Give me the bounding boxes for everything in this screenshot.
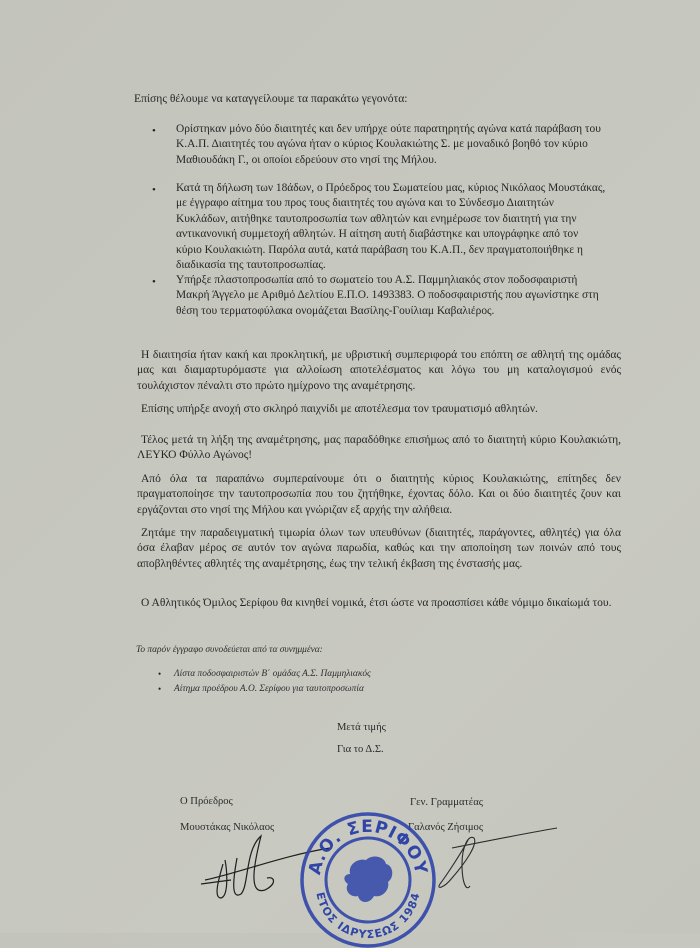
paragraph-rough-play: Επίσης υπήρξε ανοχή στο σκληρό παιχνίδι με αποτέλεσμα τον τραυματισμό αθλητών. xyxy=(141,403,538,415)
bullet-marker: • xyxy=(158,684,162,694)
secretary-title: Γεν. Γραμματέας xyxy=(410,797,483,808)
bullet-marker: • xyxy=(158,669,162,679)
secretary-name: Γαλανός Ζήσιμος xyxy=(408,822,484,833)
svg-text:Α.Ο. ΣΕΡΙΦΟΥ: Α.Ο. ΣΕΡΙΦΟΥ xyxy=(305,816,431,877)
president-name: Μουστάκας Νικόλαος xyxy=(180,822,275,833)
attachments-intro: Το παρόν έγγραφο συνοδεύεται από τα συνημμένα: xyxy=(136,645,323,655)
paragraph-blank-sheet: Τέλος μετά τη λήξη της αναμέτρησης, μας παραδόθηκε επισήμως από το διαιτητή κύριο Κουλακιώτη, ΛΕΥΚΟ Φύλλο Αγώνος! xyxy=(137,434,621,462)
bullet-marker: • xyxy=(152,125,156,137)
president-title: Ο Πρόεδρος xyxy=(180,796,233,807)
closing-for-board: Για το Δ.Σ. xyxy=(337,744,384,755)
paragraph-legal-action: Ο Αθλητικός Όμιλος Σερίφου θα κινηθεί νομικά, έτσι ώστε να προασπίσει κάθε νόμιμο δικαίωμά του. xyxy=(141,597,612,609)
closing-line: Μετά τιμής xyxy=(337,722,386,733)
paragraph-refereeing: Η διαιτησία ήταν κακή και προκλητική, με υβριστική συμπεριφορά του επόπτη σε αθλητή της ομάδας μας και διαμαρτυρόμαστε για αλλοίωση αποτελέσματος και λόγω του μη καταλογισμού ενός τουλάχιστον πέναλτι στο πρώτο ημίχρονο της αναμέτρησης. xyxy=(137,349,621,392)
bullet-marker: • xyxy=(152,276,156,288)
intro-line: Επίσης θέλουμε να καταγγείλουμε τα παρακάτω γεγονότα: xyxy=(134,92,408,105)
attachment-item-1: Λίστα ποδοσφαιριστών Β΄ ομάδας Α.Σ. Παμμηλιακός xyxy=(174,669,371,679)
paragraph-conclusion: Από όλα τα παραπάνω συμπεραίνουμε ότι ο διαιτητής κύριος Κουλακιώτης, επίτηδες δεν πραγματοποίησε την ταυτοπροσωπία που του ζητήθηκε, έχοντας δόλο. Και οι δύο διαιτητές ζουν και εργάζονται στο νησί της Μήλου και γνώριζαν εξ αρχής την αλήθεια. xyxy=(137,473,621,516)
club-stamp-icon xyxy=(298,808,438,948)
bullet-item-1: Ορίστηκαν μόνο δύο διαιτητές και δεν υπήρχε ούτε παρατηρητής αγώνα κατά παράβαση του Κ.Α.Π. Διαιτητές του αγώνα ήταν ο κύριος Κουλακιώτης Σ. με μοναδικό βοηθό τον κύριο Μαθιουδάκη Γ., οι οποίοι εδρεύουν στο νησί της Μήλου. xyxy=(176,123,601,166)
bullet-item-3: Υπήρξε πλαστοπροσωπία από το σωματείο του Α.Σ. Παμμηλιακός στον ποδοσφαιριστή Μακρή Άγγελο με Αριθμό Δελτίου Ε.Π.Ο. 1493383. Ο ποδοσφαιριστής που αγωνίστηκε στη θέση του τερματοφύλακα ονομάζεται Βασίλης-Γουίλιαμ Καβαλιέρος. xyxy=(176,274,599,317)
bullet-marker: • xyxy=(152,184,156,196)
svg-text:ΕΤΟΣ ΙΔΡΥΣΕΩΣ 1984: ΕΤΟΣ ΙΔΡΥΣΕΩΣ 1984 xyxy=(313,890,423,942)
attachment-item-2: Αίτημα προέδρου Α.Ο. Σερίφου για ταυτοπροσωπία xyxy=(174,684,364,694)
secretary-signature-icon xyxy=(432,826,562,906)
paragraph-demands: Ζητάμε την παραδειγματική τιμωρία όλων των υπευθύνων (διαιτητές, παράγοντες, αθλητές) για όλα όσα έλαβαν μέρος σε αυτόν τον αγώνα παρωδία, καθώς και την αποποίηση των ποινών από τους αποβληθέντες αθλητές της αναμέτρησης, έως την τελική έκβαση της ένστασής μας. xyxy=(137,527,621,570)
bullet-item-2: Κατά τη δήλωση των 18άδων, ο Πρόεδρος του Σωματείου μας, κύριος Νικόλαος Μουστάκας, με έγγραφο αίτημα του προς τους διαιτητές του αγώνα και το Σύνδεσμο Διαιτητών Κυκλάδων, αιτήθηκε ταυτοπροσωπία των αθλητών και ενημέρωσε τον διαιτητή για την αντικανονική συμμετοχή αθλητών. Η αίτηση αυτή διαβάστηκε και υπογράφηκε από τον κύριο Κουλακιώτη. Παρόλα αυτά, κατά παράβαση του Κ.Α.Π., δεν πραγματοποιήθηκε η διαδικασία της ταυτοπροσωπίας. xyxy=(176,182,606,272)
